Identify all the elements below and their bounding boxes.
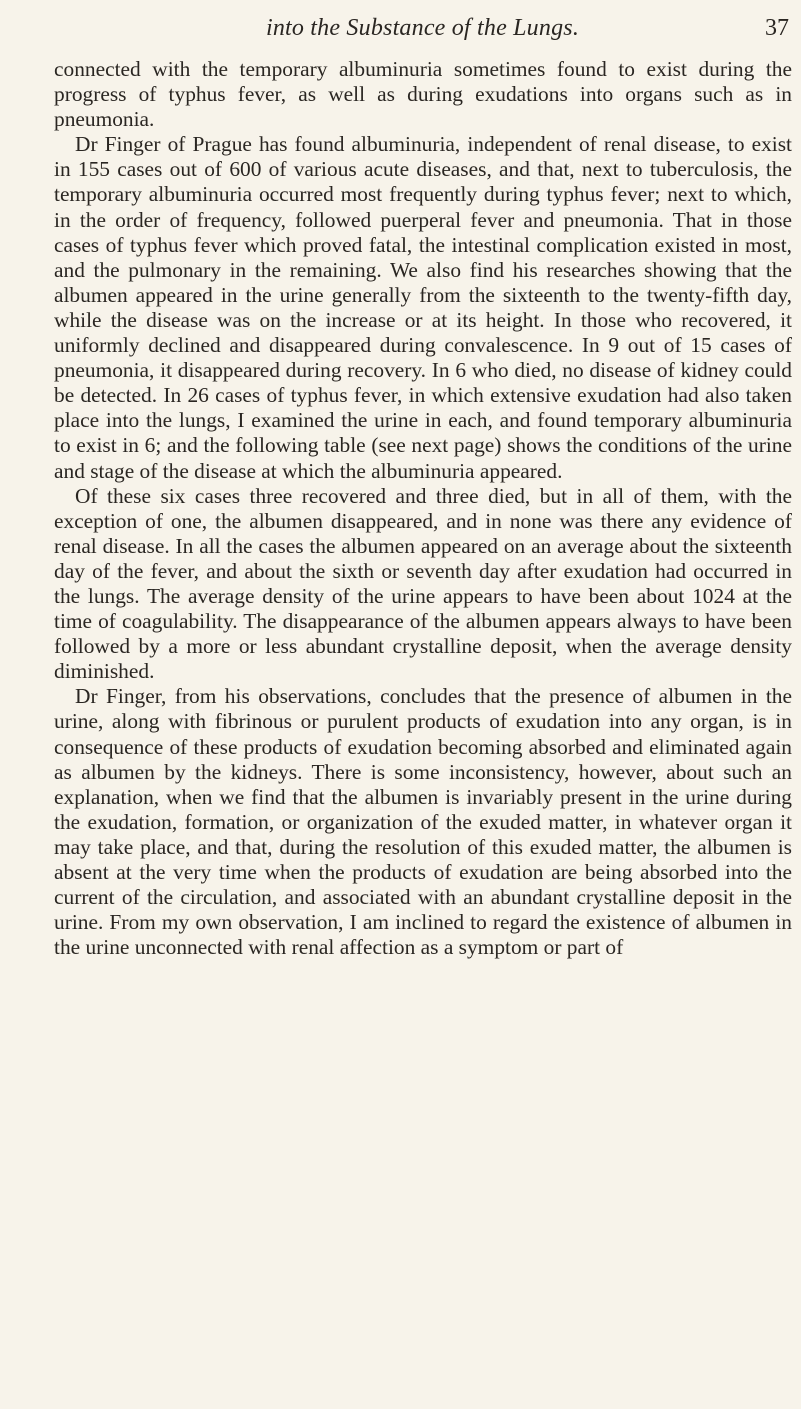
page-header bbox=[50, 6, 795, 50]
paragraph-continuation: connected with the temporary albuminuria sometimes found to exist during the progress of typhus fever, as well as during exudations into organs such as in pneumonia. bbox=[54, 57, 792, 132]
page-number: 37 bbox=[765, 15, 789, 41]
running-head: into the Substance of the Lungs. bbox=[265, 15, 580, 41]
paragraph-finger-findings: Dr Finger of Prague has found albuminuria, independent of renal disease, to exist in 155 cases out of 600 of various acute diseases, and that, next to tuberculosis, the temporary albuminuria occurred most frequently during typhus fever; next to which, in the order of frequency, followed puerperal fever and pneumonia. That in those cases of typhus fever which proved fatal, the intestinal complication existed in most, and the pulmonary in the remaining. We also find his researches showing that the albumen appeared in the urine generally from the sixteenth to the twenty-fifth day, while the disease was on the increase or at its height. In those who recovered, it uniformly declined and disappeared during convalescence. In 9 out of 15 cases of pneumonia, it disappeared during recovery. In 6 who died, no disease of kidney could be detected. In 26 cases of typhus fever, in which extensive exudation had also taken place into the lungs, I examined the urine in each, and found temporary albuminuria to exist in 6; and the following table (see next page) shows the conditions of the urine and stage of the disease at which the albuminuria appeared. bbox=[54, 132, 792, 483]
paragraph-six-cases: Of these six cases three recovered and three died, but in all of them, with the exception of one, the albumen disappeared, and in none was there any evidence of renal disease. In all the cases the albumen appeared on an average about the sixteenth day of the fever, and about the sixth or seventh day after exudation had occurred in the lungs. The average density of the urine appears to have been about 1024 at the time of coagulability. The disappearance of the albumen appears always to have been followed by a more or less abundant crystalline deposit, when the average density diminished. bbox=[54, 483, 792, 684]
body-text bbox=[54, 57, 792, 960]
paragraph-finger-conclusion: Dr Finger, from his observations, concludes that the presence of albumen in the urine, along with fibrinous or purulent products of exudation into any organ, is in consequence of these products of exudation becoming absorbed and eliminated again as albumen by the kidneys. There is some inconsistency, however, about such an explanation, when we find that the albumen is invariably present in the urine during the exudation, formation, or organization of the exuded matter, in whatever organ it may take place, and that, during the resolution of this exuded matter, the albumen is absent at the very time when the products of exudation are being absorbed into the current of the circulation, and associated with an abundant crystalline deposit in the urine. From my own observation, I am inclined to regard the existence of albumen in the urine unconnected with renal affection as a symptom or part of bbox=[54, 684, 792, 960]
